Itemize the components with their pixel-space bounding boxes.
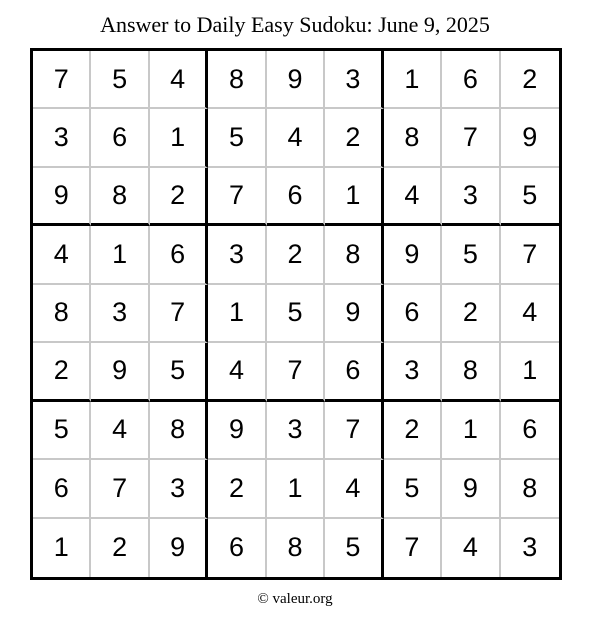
sudoku-cell-r3c5[interactable]: 6 (267, 168, 325, 226)
sudoku-cell-r4c7[interactable]: 9 (384, 226, 442, 284)
sudoku-cell-r7c7[interactable]: 2 (384, 402, 442, 460)
sudoku-cell-r4c1[interactable]: 4 (33, 226, 91, 284)
sudoku-cell-r9c1[interactable]: 1 (33, 519, 91, 577)
sudoku-cell-r4c5[interactable]: 2 (267, 226, 325, 284)
sudoku-cell-r2c9[interactable]: 9 (501, 109, 559, 167)
sudoku-cell-r3c1[interactable]: 9 (33, 168, 91, 226)
sudoku-cell-r7c2[interactable]: 4 (91, 402, 149, 460)
sudoku-cell-r6c5[interactable]: 7 (267, 343, 325, 401)
sudoku-cell-r8c3[interactable]: 3 (150, 460, 208, 518)
sudoku-cell-r2c8[interactable]: 7 (442, 109, 500, 167)
sudoku-cell-r2c1[interactable]: 3 (33, 109, 91, 167)
sudoku-cell-r8c4[interactable]: 2 (208, 460, 266, 518)
sudoku-cell-r3c7[interactable]: 4 (384, 168, 442, 226)
sudoku-cell-r5c3[interactable]: 7 (150, 285, 208, 343)
sudoku-cell-r8c6[interactable]: 4 (325, 460, 383, 518)
sudoku-cell-r3c9[interactable]: 5 (501, 168, 559, 226)
sudoku-cell-r5c5[interactable]: 5 (267, 285, 325, 343)
sudoku-cell-r9c4[interactable]: 6 (208, 519, 266, 577)
sudoku-cell-r2c6[interactable]: 2 (325, 109, 383, 167)
sudoku-cell-r8c7[interactable]: 5 (384, 460, 442, 518)
sudoku-cell-r7c3[interactable]: 8 (150, 402, 208, 460)
sudoku-cell-r7c8[interactable]: 1 (442, 402, 500, 460)
sudoku-cell-r7c9[interactable]: 6 (501, 402, 559, 460)
sudoku-cell-r1c8[interactable]: 6 (442, 51, 500, 109)
sudoku-cell-r4c6[interactable]: 8 (325, 226, 383, 284)
sudoku-cell-r9c7[interactable]: 7 (384, 519, 442, 577)
sudoku-cell-r6c1[interactable]: 2 (33, 343, 91, 401)
sudoku-cell-r5c2[interactable]: 3 (91, 285, 149, 343)
sudoku-cell-r8c9[interactable]: 8 (501, 460, 559, 518)
sudoku-cell-r6c2[interactable]: 9 (91, 343, 149, 401)
sudoku-board (30, 48, 562, 580)
sudoku-cell-r7c6[interactable]: 7 (325, 402, 383, 460)
sudoku-cell-r1c2[interactable]: 5 (91, 51, 149, 109)
sudoku-cell-r4c4[interactable]: 3 (208, 226, 266, 284)
sudoku-cell-r8c1[interactable]: 6 (33, 460, 91, 518)
sudoku-cell-r1c5[interactable]: 9 (267, 51, 325, 109)
sudoku-cell-r8c8[interactable]: 9 (442, 460, 500, 518)
sudoku-cell-r4c9[interactable]: 7 (501, 226, 559, 284)
sudoku-cell-r3c8[interactable]: 3 (442, 168, 500, 226)
sudoku-cell-r4c3[interactable]: 6 (150, 226, 208, 284)
sudoku-cell-r5c7[interactable]: 6 (384, 285, 442, 343)
sudoku-cell-r6c9[interactable]: 1 (501, 343, 559, 401)
sudoku-cell-r1c7[interactable]: 1 (384, 51, 442, 109)
sudoku-cell-r6c8[interactable]: 8 (442, 343, 500, 401)
sudoku-cell-r9c9[interactable]: 3 (522, 532, 538, 563)
sudoku-cell-r5c6[interactable]: 9 (325, 285, 383, 343)
page-title: Answer to Daily Easy Sudoku: June 9, 2025 (100, 12, 490, 37)
sudoku-cell-r9c8[interactable]: 4 (442, 519, 500, 577)
sudoku-cell-r8c5[interactable]: 1 (267, 460, 325, 518)
sudoku-cell-r5c9[interactable]: 4 (501, 285, 559, 343)
sudoku-cell-r4c8[interactable]: 5 (442, 226, 500, 284)
sudoku-cell-r9c5[interactable]: 8 (267, 519, 325, 577)
sudoku-cell-r9c2[interactable]: 2 (91, 519, 149, 577)
sudoku-cell-r1c1[interactable]: 7 (33, 51, 91, 109)
copyright-footer: © valeur.org (257, 591, 333, 607)
sudoku-cell-r3c3[interactable]: 2 (150, 168, 208, 226)
sudoku-cell-r5c8[interactable]: 2 (442, 285, 500, 343)
sudoku-cell-r7c5[interactable]: 3 (267, 402, 325, 460)
sudoku-cell-r5c1[interactable]: 8 (33, 285, 91, 343)
sudoku-cell-r2c5[interactable]: 4 (267, 109, 325, 167)
sudoku-cell-r9c3[interactable]: 9 (150, 519, 208, 577)
sudoku-cell-r6c4[interactable]: 4 (208, 343, 266, 401)
sudoku-cell-r6c6[interactable]: 6 (325, 343, 383, 401)
sudoku-cell-r6c7[interactable]: 3 (384, 343, 442, 401)
sudoku-cell-r2c4[interactable]: 5 (208, 109, 266, 167)
sudoku-cell-r7c4[interactable]: 9 (208, 402, 266, 460)
sudoku-cell-r2c2[interactable]: 6 (91, 109, 149, 167)
sudoku-cell-r1c3[interactable]: 4 (150, 51, 208, 109)
sudoku-cell-r7c1[interactable]: 5 (33, 402, 91, 460)
sudoku-cell-r1c6[interactable]: 3 (325, 51, 383, 109)
sudoku-cell-r8c2[interactable]: 7 (91, 460, 149, 518)
sudoku-cell-r2c7[interactable]: 8 (384, 109, 442, 167)
sudoku-cell-r5c4[interactable]: 1 (208, 285, 266, 343)
sudoku-cell-r2c3[interactable]: 1 (150, 109, 208, 167)
sudoku-cell-r1c4[interactable]: 8 (208, 51, 266, 109)
sudoku-cell-r3c2[interactable]: 8 (91, 168, 149, 226)
sudoku-cell-r9c6[interactable]: 5 (325, 519, 383, 577)
sudoku-cell-r3c4[interactable]: 7 (208, 168, 266, 226)
sudoku-cell-r6c3[interactable]: 5 (150, 343, 208, 401)
sudoku-cell-r1c9[interactable]: 2 (501, 51, 559, 109)
sudoku-cell-r4c2[interactable]: 1 (91, 226, 149, 284)
sudoku-cell-r3c6[interactable]: 1 (325, 168, 383, 226)
